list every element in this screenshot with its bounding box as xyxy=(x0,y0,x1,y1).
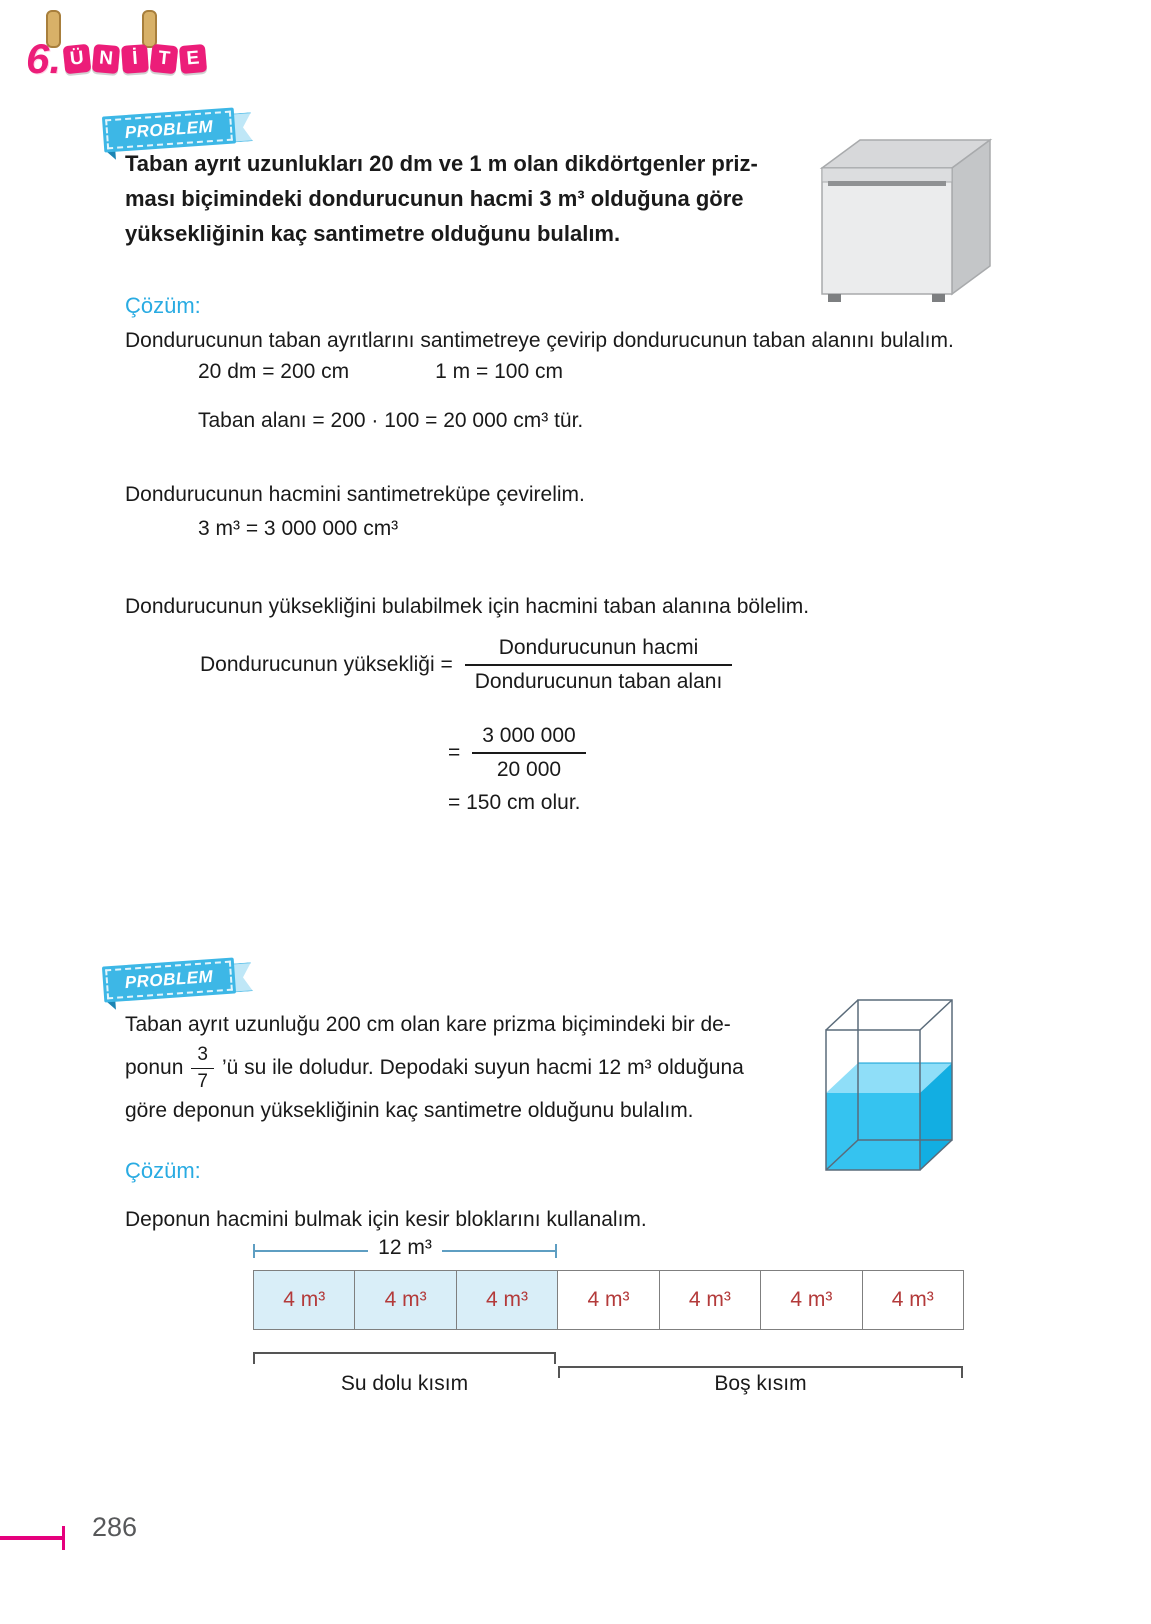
filled-portion-bracket xyxy=(253,1352,556,1366)
volume-cell-empty xyxy=(557,1270,659,1330)
freezer-illustration xyxy=(808,128,998,311)
volume-cell-filled xyxy=(354,1270,456,1330)
volume-cell-filled xyxy=(253,1270,355,1330)
bracket-line xyxy=(255,1250,368,1252)
unit-title xyxy=(26,35,206,82)
cell-value: 4 m³ xyxy=(486,1288,529,1311)
unit-number: 6. xyxy=(26,35,62,82)
total-volume-label: 12 m³ xyxy=(378,1236,432,1259)
fraction xyxy=(465,636,733,694)
statement-line: göre deponun yüksekliğinin kaç santimetre olduğunu bulalım. xyxy=(125,1099,694,1122)
bracket-line xyxy=(442,1250,555,1252)
freezer-drawing xyxy=(808,128,998,306)
statement-line: ması biçimindeki dondurucunun hacmi 3 m³ olduğuna göre xyxy=(125,186,744,211)
problem1-statement xyxy=(125,146,805,251)
conversion-m: 1 m = 100 cm xyxy=(435,360,563,383)
result-line: = 150 cm olur. xyxy=(448,791,581,814)
solution-label: Çözüm: xyxy=(125,1158,201,1183)
volume-cell-empty xyxy=(760,1270,862,1330)
statement-line: Taban ayrıt uzunlukları 20 dm ve 1 m olan dikdörtgenler priz- xyxy=(125,151,758,176)
fraction-numerator: Dondurucunun hacmi xyxy=(498,636,699,659)
statement-pre: ponun xyxy=(125,1056,184,1079)
cell-value: 4 m³ xyxy=(587,1288,630,1311)
fraction-blocks xyxy=(253,1270,964,1330)
solution-step: Dondurucunun hacmini santimetreküpe çevirelim. xyxy=(125,483,585,506)
solution-step: Dondurucunun taban ayrıtlarını santimetreye çevirip dondurucunun taban alanını bulalım. xyxy=(125,329,954,352)
fraction-denominator: 7 xyxy=(191,1068,214,1093)
unit-letter: E xyxy=(179,44,207,74)
volume-cell-empty xyxy=(659,1270,761,1330)
statement-line: Taban ayrıt uzunluğu 200 cm olan kare prizma biçimindeki bir de- xyxy=(125,1013,731,1036)
footer-rule-tick xyxy=(62,1526,65,1550)
footer-rule xyxy=(0,1536,64,1540)
solution-step: Deponun hacmini bulmak için kesir bloklarını kullanalım. xyxy=(125,1208,647,1231)
statement-post: ’ü su ile doludur. Depodaki suyun hacmi 12 m³ olduğuna xyxy=(221,1056,744,1079)
cell-value: 4 m³ xyxy=(283,1288,326,1311)
fraction xyxy=(191,1044,214,1093)
problem-ribbon-label: PROBLEM xyxy=(102,957,236,1002)
fraction-numerator: 3 000 000 xyxy=(482,724,576,747)
filled-portion-label: Su dolu kısım xyxy=(340,1372,469,1395)
unit-letter: İ xyxy=(121,44,149,74)
problem-ribbon xyxy=(102,957,236,1002)
solution-step: Dondurucunun yüksekliğini bulabilmek için hacmini taban alanına bölelim. xyxy=(125,595,810,618)
prism-drawing xyxy=(818,985,963,1180)
equation-lhs: Dondurucunun yüksekliği = xyxy=(200,653,453,676)
height-equation xyxy=(200,636,732,694)
fraction-denominator: Dondurucunun taban alanı xyxy=(465,664,733,694)
statement-line-with-fraction xyxy=(125,1042,805,1094)
cell-value: 4 m³ xyxy=(790,1288,833,1311)
statement-line: yüksekliğinin kaç santimetre olduğunu bulalım. xyxy=(125,221,621,246)
volume-conversion-line: 3 m³ = 3 000 000 cm³ xyxy=(198,517,399,540)
cell-value: 4 m³ xyxy=(384,1288,427,1311)
unit-letter: T xyxy=(150,44,179,75)
bracket-tick xyxy=(555,1244,557,1258)
base-area-line: Taban alanı = 200 · 100 = 20 000 cm³ tür. xyxy=(198,409,584,432)
conversion-row xyxy=(198,360,563,384)
fraction-numerator: 3 xyxy=(197,1043,208,1065)
volume-cell-empty xyxy=(862,1270,964,1330)
unit-letter: N xyxy=(92,44,120,74)
cell-value: 4 m³ xyxy=(891,1288,934,1311)
solution-label: Çözüm: xyxy=(125,293,201,318)
water-tank-illustration xyxy=(818,985,963,1185)
unit-badge xyxy=(26,10,201,90)
unit-letter: Ü xyxy=(63,44,92,75)
fraction xyxy=(472,724,585,782)
equals-sign: = xyxy=(448,741,461,764)
problem-ribbon-label: PROBLEM xyxy=(102,107,236,152)
problem2-statement xyxy=(125,1008,805,1128)
volume-cell-filled xyxy=(456,1270,558,1330)
conversion-dm: 20 dm = 200 cm xyxy=(198,360,350,383)
fraction-denominator: 20 000 xyxy=(472,752,585,782)
total-volume-bracket xyxy=(253,1238,557,1264)
numeric-equation xyxy=(448,724,586,782)
page-number: 286 xyxy=(92,1512,138,1542)
cell-value: 4 m³ xyxy=(688,1288,731,1311)
empty-portion-label: Boş kısım xyxy=(714,1372,807,1395)
